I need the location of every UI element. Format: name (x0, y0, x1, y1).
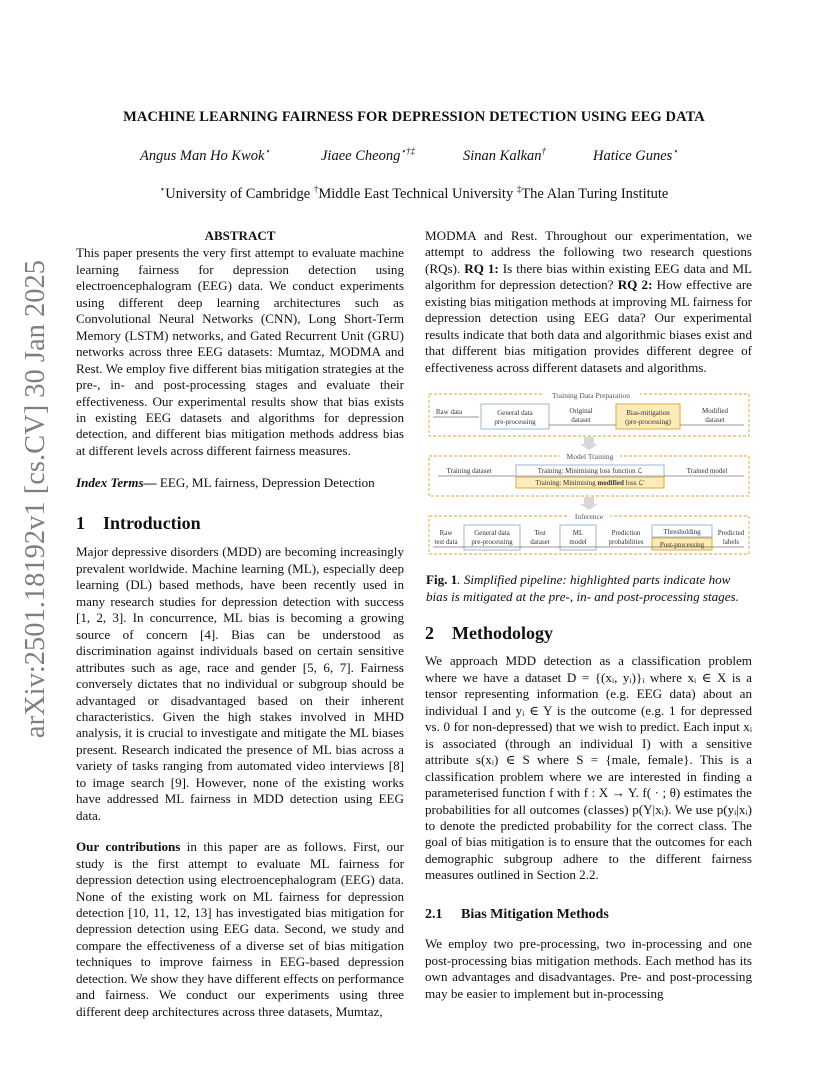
arxiv-identifier: arXiv:2501.18192v1 [cs.CV] 30 Jan 2025 (20, 259, 51, 739)
stage-title: Model Training (566, 452, 614, 461)
box-label: labels (722, 538, 740, 546)
author: Angus Man Ho Kwok⋆ (140, 146, 271, 164)
stage-frame (429, 394, 749, 436)
box-label: model (569, 538, 587, 546)
abstract-heading: ABSTRACT (204, 228, 276, 243)
box-label: Prediction (611, 529, 641, 537)
down-arrow-icon (580, 497, 598, 510)
box-label: Bias-mitigation (626, 409, 670, 417)
down-arrow-icon (580, 437, 598, 450)
box-label: Training: Minimising modified loss ℒ' (535, 479, 645, 487)
stage-title: Inference (574, 512, 604, 521)
box-label: (pre-processing) (625, 418, 671, 426)
box-label: Post-processing (659, 541, 705, 549)
paragraph: We approach MDD detection as a classification problem where we have a dataset D = {(xᵢ, yᵢ)}ᵢ where xᵢ ∈ X is a tensor representing information (e.g. EEG data) about an individual I and yᵢ ∈ Y is the outcome (e.g. 1 for depressed vs. 0 for non-depressed) that we wish to predict. Each input xᵢ is associated (through an individual I) with a sensitive attribute s(xᵢ) ∈ S where S = {male, female}. This is a classification problem where we are interested in finding a parameterised function f with f : X → Y. f( · ; θ) estimates the probabilities for all outcomes (classes) p(Y|xᵢ). We use p(yᵢ|xᵢ) to denote the predicted probability for the correct class. The goal of bias mitigation is to ensure that the outcomes for each demographic subgroup adhere to the different fairness measures outlined in Section 2.2. (425, 653, 752, 883)
box-label: Training: Minimising loss function ℒ (537, 467, 643, 475)
figure-caption: Fig. 1. Simplified pipeline: highlighted parts indicate how bias is mitigated at the pre-, in- and post-processing stages. (426, 572, 739, 604)
box-label: pre-processing (471, 538, 513, 546)
box-label: pre-processing (494, 418, 536, 426)
abstract-section (76, 228, 404, 492)
author: Sinan Kalkan† (463, 146, 547, 164)
section-heading: 1 Introduction (76, 513, 201, 533)
author: Hatice Gunes⋆ (593, 146, 678, 164)
box-label: dataset (571, 416, 591, 424)
stage-label: Raw data (435, 408, 463, 416)
box-label: Test (534, 529, 546, 537)
box-label: Predicted (717, 529, 745, 537)
paragraph: Major depressive disorders (MDD) are becoming increasingly prevalent worldwide. Machine learning (ML), especially deep learning (DL) based methods, have been recently used in many research studies for depression detection with success [1, 2, 3]. In concurrence, ML bias is becoming a growing source of concern [4]. Bias can be understood as discrimination against individuals based on certain sensitive attributes such as age, race and gender [5, 6, 7]. Fairness conversely dictates that no individual or subgroup should be advantaged or disadvantaged based on their inherent characteristics. Given the high stakes involved in MHD analysis, it is crucial to investigate and mitigate the ML biases present. Research indicated the presence of ML bias across a variety of tasks ranging from automated video interviews [8] to image search [9]. However, none of the existing works have addressed ML fairness in MDD detection using EEG data. (76, 544, 404, 823)
section-heading: 2 Methodology (425, 623, 553, 643)
box-label: ML (572, 529, 584, 537)
paragraph: Our contributions in this paper are as follows. First, our study is the first attempt to evaluate ML fairness for depression detection using electroencephalogram (EEG) data. None of the existing work on ML fairness for depression detection [10, 11, 12, 13] has investigated bias mitigation for depression detection using EEG data. Second, we study and compare the effectiveness of a diverse set of bias mitigation techniques to improve fairness in EEG-based depression detection. We show they have different effects on performance and fairness. We conduct our experiments using three different deep architectures across three datasets, Mumtaz, (76, 839, 404, 1019)
stage-title: Training Data Preparation (551, 391, 631, 400)
box-label: probabilities (608, 538, 644, 546)
abstract-text: This paper presents the very first attempt to evaluate machine learning fairness for depression detection using electroencephalogram (EEG) data. We conduct experiments using different deep learning architectures such as Convolutional Neural Networks (CNN), Long Short-Term Memory (LSTM) networks, and Gated Recurrent Unit (GRU) networks across three EEG datasets: Mumtaz, MODMA and Rest. We employ five different bias mitigation strategies at the pre-, in- and post-processing stages and evaluate their effectiveness. Our experimental results show that bias exists in existing EEG datasets and algorithms for depression detection, and different bias mitigation methods address bias at different levels across different fairness measures. (76, 245, 404, 458)
box-label: Training dataset (446, 467, 492, 475)
box-label: dataset (705, 416, 725, 424)
box-label: General data (474, 529, 510, 537)
index-terms: Index Terms— EEG, ML fairness, Depression Detection (76, 475, 375, 491)
paragraph: We employ two pre-processing, two in-processing and one post-processing bias mitigation methods. Each method has its own advantages and disadvantages. Pre- and post-processing may be easier to implement but in-processing (425, 936, 752, 1001)
box-label: General data (497, 409, 533, 417)
affiliations: ⋆University of Cambridge †Middle East Technical University ‡The Alan Turing Institute (159, 184, 669, 202)
box-label: test data (434, 538, 458, 546)
author: Jiaee Cheong⋆†‡ (321, 146, 415, 164)
subsection-heading: 2.1 Bias Mitigation Methods (425, 906, 609, 922)
paragraph: MODMA and Rest. Throughout our experimentation, we attempt to address the following two research questions (RQs). RQ 1: Is there bias within existing EEG data and ML algorithm for depression detection? RQ 2: How effective are existing bias mitigation methods at improving ML fairness for depression detection using EEG data? Our experimental results indicate that both data and algorithmic biases exist and that different bias mitigation provides different degree of effectiveness across different datasets and algorithms. (425, 228, 752, 375)
box-label: Raw (439, 529, 453, 537)
box-label: Thresholding (663, 528, 701, 536)
box-label: Trained model (686, 467, 728, 475)
box-label: Original (569, 407, 593, 415)
paper-title: MACHINE LEARNING FAIRNESS FOR DEPRESSION DETECTION USING EEG DATA (123, 109, 705, 125)
pipeline-figure (426, 388, 752, 558)
box-label: Modified (701, 407, 729, 415)
box-label: dataset (530, 538, 550, 546)
methodology-section (425, 625, 752, 1002)
introduction-section (76, 515, 404, 1020)
introduction-continued (425, 228, 752, 376)
